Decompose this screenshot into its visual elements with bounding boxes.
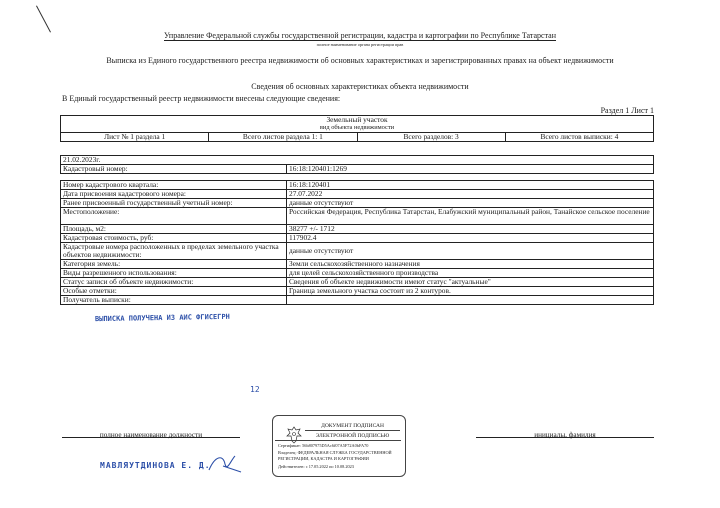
row-label: Виды разрешенного использования: <box>61 269 287 278</box>
row-label: Ранее присвоенный государственный учетный номер: <box>61 199 287 208</box>
date-cadastral-table <box>60 155 654 174</box>
extract-date: 21.02.2023г. <box>61 156 654 165</box>
received-stamp: ВЫПИСКА ПОЛУЧЕНА ИЗ АИС ФГИСЕГРН <box>94 312 230 324</box>
row-label: Особые отметки: <box>61 287 287 296</box>
cadastral-number-label: Кадастровый номер: <box>61 165 287 174</box>
table-row <box>61 296 654 305</box>
total-sheets-section: Всего листов раздела 1: 1 <box>209 133 357 142</box>
row-value: 16:18:120401 <box>287 181 654 190</box>
position-caption: полное наименование должности <box>99 431 203 439</box>
characteristics-table <box>60 180 654 305</box>
table-row <box>61 278 654 287</box>
signature-owner: Владелец: ФЕДЕРАЛЬНАЯ СЛУЖБА ГОСУДАРСТВЕННОЙ <box>278 450 392 455</box>
object-header-table <box>60 115 654 142</box>
table-row <box>61 181 654 190</box>
row-value: Граница земельного участка состоит из 2 контуров. <box>287 287 654 296</box>
row-value: данные отсутствуют <box>287 243 654 260</box>
row-label: Дата присвоения кадастрового номера: <box>61 190 287 199</box>
signature-validity: Действителен: с 17.05.2022 по 10.08.2023 <box>278 464 354 469</box>
row-value: Земли сельскохозяйственного назначения <box>287 260 654 269</box>
table-row <box>61 208 654 225</box>
table-row <box>61 199 654 208</box>
pen-stroke-mark <box>36 6 51 33</box>
signer-stamp: МАВЛЯУТДИНОВА Е. Д. <box>100 461 211 470</box>
row-label: Кадастровые номера расположенных в пределах земельного участка объектов недвижимости: <box>61 243 287 260</box>
section-title: Сведения об основных характеристиках объекта недвижимости <box>251 82 469 91</box>
signature-owner-2: РЕГИСТРАЦИИ, КАДАСТРА И КАРТОГРАФИИ <box>278 456 369 461</box>
signature-title: ДОКУМЕНТ ПОДПИСАН <box>321 423 384 429</box>
row-value: Российская Федерация, Республика Татарстан, Елабужский муниципальный район, Танайское сельское поселение <box>287 208 654 225</box>
extract-title: Выписка из Единого государственного реестра недвижимости об основных характеристиках и зарегистрированных правах на объект недвижимости <box>106 56 614 65</box>
section-page-label: Раздел 1 Лист 1 <box>600 106 654 115</box>
row-value: данные отсутствуют <box>287 199 654 208</box>
row-label: Площадь, м2: <box>61 225 287 234</box>
row-value: для целей сельскохозяйственного производства <box>287 269 654 278</box>
total-sections: Всего разделов: 3 <box>357 133 505 142</box>
handwritten-signature <box>205 450 245 476</box>
eagle-emblem-icon <box>286 425 302 445</box>
row-value: 27.07.2022 <box>287 190 654 199</box>
total-sheets-extract: Всего листов выписки: 4 <box>505 133 653 142</box>
table-row <box>61 225 654 234</box>
table-row <box>61 269 654 278</box>
table-row <box>61 234 654 243</box>
initials-caption: инициалы, фамилия <box>534 431 596 439</box>
object-type-caption: вид объекта недвижимости <box>61 124 654 133</box>
row-label: Получатель выписки: <box>61 296 287 305</box>
row-label: Местоположение: <box>61 208 287 225</box>
row-label: Кадастровая стоимость, руб: <box>61 234 287 243</box>
cadastral-number-value: 16:18:120401:1269 <box>287 165 654 174</box>
signature-certificate: Сертификат: 56b807975D5Ac6f07A5F72A0bFA70 <box>278 443 369 448</box>
row-value <box>287 296 654 305</box>
sheet-number: Лист № 1 раздела 1 <box>61 133 209 142</box>
table-row <box>61 260 654 269</box>
table-row <box>61 190 654 199</box>
row-value: 117902.4 <box>287 234 654 243</box>
table-row <box>61 287 654 296</box>
row-label: Номер кадастрового квартала: <box>61 181 287 190</box>
intro-text: В Единый государственный реестр недвижимости внесены следующие сведения: <box>62 94 341 103</box>
agency-title: Управление Федеральной службы государственной регистрации, кадастра и картографии по Республике Татарстан <box>163 31 557 40</box>
row-value: Сведения об объекте недвижимости имеют статус "актуальные" <box>287 278 654 287</box>
handwritten-mark: 12 <box>250 385 260 394</box>
row-label: Статус записи об объекте недвижимости: <box>61 278 287 287</box>
row-label: Категория земель: <box>61 260 287 269</box>
row-value: 38277 +/- 1712 <box>287 225 654 234</box>
signature-subtitle: ЭЛЕКТРОННОЙ ПОДПИСЬЮ <box>315 433 390 439</box>
signature-divider <box>305 430 400 431</box>
agency-title-wrap <box>0 31 720 40</box>
agency-caption: полное наименование органа регистрации прав <box>316 42 404 47</box>
object-type: Земельный участок <box>61 116 654 125</box>
signature-divider-2 <box>275 440 401 441</box>
table-row <box>61 243 654 260</box>
